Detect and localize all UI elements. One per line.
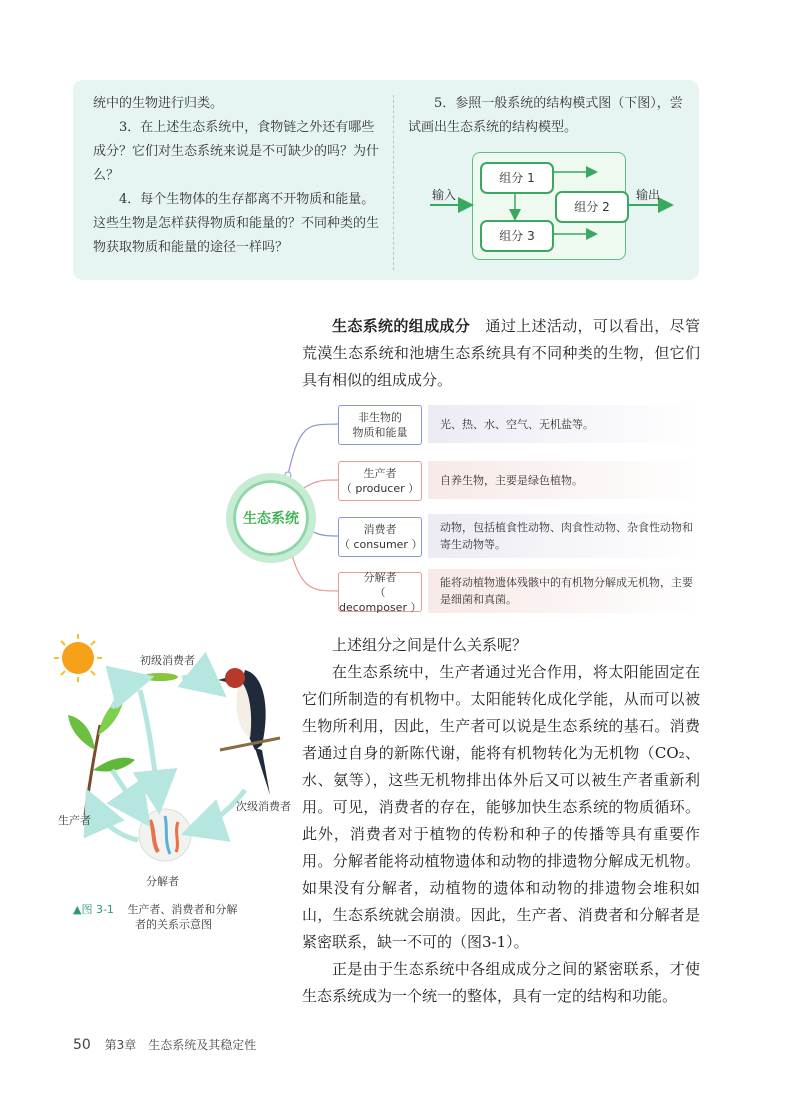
category-producer-line2: （ producer ） [340,482,420,495]
label-secondary-consumer: 次级消费者 [236,800,291,813]
caption-line-1: 生产者、消费者和分解 [127,903,238,916]
component-2: 组分 2 [555,191,629,223]
activity-line-1: 统中的生物进行归类。 [93,96,224,111]
section-intro [302,313,700,394]
category-consumer-line2: （ consumer ） [339,538,423,551]
input-label: 输入 [432,188,457,202]
category-producer [338,461,422,501]
category-consumer [338,517,422,557]
page-footer [73,1036,256,1053]
activity-question-5: 5．参照一般系统的结构模式图（下图），尝试画出生态系统的结构模型。 [408,96,683,135]
component-1: 组分 1 [480,162,554,194]
category-decomposer-line2: （ decomposer ） [339,585,422,614]
category-producer-line1: 生产者 [363,467,397,480]
plant-icon [68,696,135,815]
figure-3-1 [40,630,300,900]
body-question: 上述组分之间是什么关系呢？ [332,636,528,654]
desc-abiotic: 光、热、水、空气、无机盐等。 [428,405,700,443]
label-producer: 生产者 [58,814,91,827]
category-abiotic-line1: 非生物的 [358,411,402,424]
desc-producer: 自养生物，主要是绿色植物。 [428,461,700,499]
section-heading: 生态系统的组成成分 [332,317,471,335]
sun-icon [54,634,102,682]
output-label: 输出 [636,188,661,202]
system-model-arrows [0,0,800,300]
desc-consumer: 动物，包括植食性动物、肉食性动物、杂食性动物和寄生动物等。 [428,514,700,558]
page-number: 50 [73,1037,91,1053]
desc-decomposer: 能将动植物遗体残骸中的有机物分解成无机物，主要是细菌和真菌。 [428,569,700,613]
category-consumer-line1: 消费者 [363,523,397,536]
section-intro-text: 通过上述活动，可以看出，尽管荒漠生态系统和池塘生态系统具有不同种类的生物，但它们具有相似的组成成分。 [302,317,700,389]
activity-question-3: 3．在上述生态系统中，食物链之外还有哪些成分？它们对生态系统来说是不可缺少的吗？为什么？ [93,120,380,183]
activity-question-4: 4．每个生物体的生存都离不开物质和能量。这些生物是怎样获得物质和能量的？不同种类的生物获取物质和能量的途径一样吗？ [93,192,380,255]
category-abiotic-line2: 物质和能量 [352,426,408,439]
caption-number: ▲图 3-1 [73,903,114,916]
component-3: 组分 3 [480,220,554,252]
caption-line-2: 者的关系示意图 [135,918,212,931]
label-decomposer: 分解者 [146,875,179,888]
body-text [302,632,700,1010]
decomposer-bacteria-icon [139,809,191,861]
chapter-title: 第3章 生态系统及其稳定性 [104,1038,257,1052]
ecosystem-center-node: 生态系统 [226,473,316,563]
caterpillar-icon [142,673,178,681]
category-abiotic [338,405,422,445]
category-decomposer-line1: 分解者 [363,570,397,584]
body-paragraph-1: 在生态系统中，生产者通过光合作用，将太阳能固定在它们所制造的有机物中。太阳能转化成化学能，从而可以被生物所利用，因此，生产者可以说是生态系统的基石。消费者通过自身的新陈代谢，能将有机物转化为无机物（CO₂、水、氨等），这些无机物排出体外后又可以被生产者重新利用。可见，消费者的存在，能够加快生态系统的物质循环。此外，消费者对于植物的传粉和种子的传播等具有重要作用。分解者能将动植物遗体和动物的排遗物分解成无机物。如果没有分解者，动植物的遗体和动物的排遗物会堆积如山，生态系统就会崩溃。因此，生产者、消费者和分解者是紧密联系，缺一不可的（图3-1）。 [302,663,700,951]
category-decomposer [338,572,422,612]
body-paragraph-2: 正是由于生态系统中各组成成分之间的紧密联系，才使生态系统成为一个统一的整体，具有一定的结构和功能。 [302,960,700,1005]
label-primary-consumer: 初级消费者 [140,654,195,667]
swallow-icon [218,668,280,795]
figure-caption [73,902,237,932]
